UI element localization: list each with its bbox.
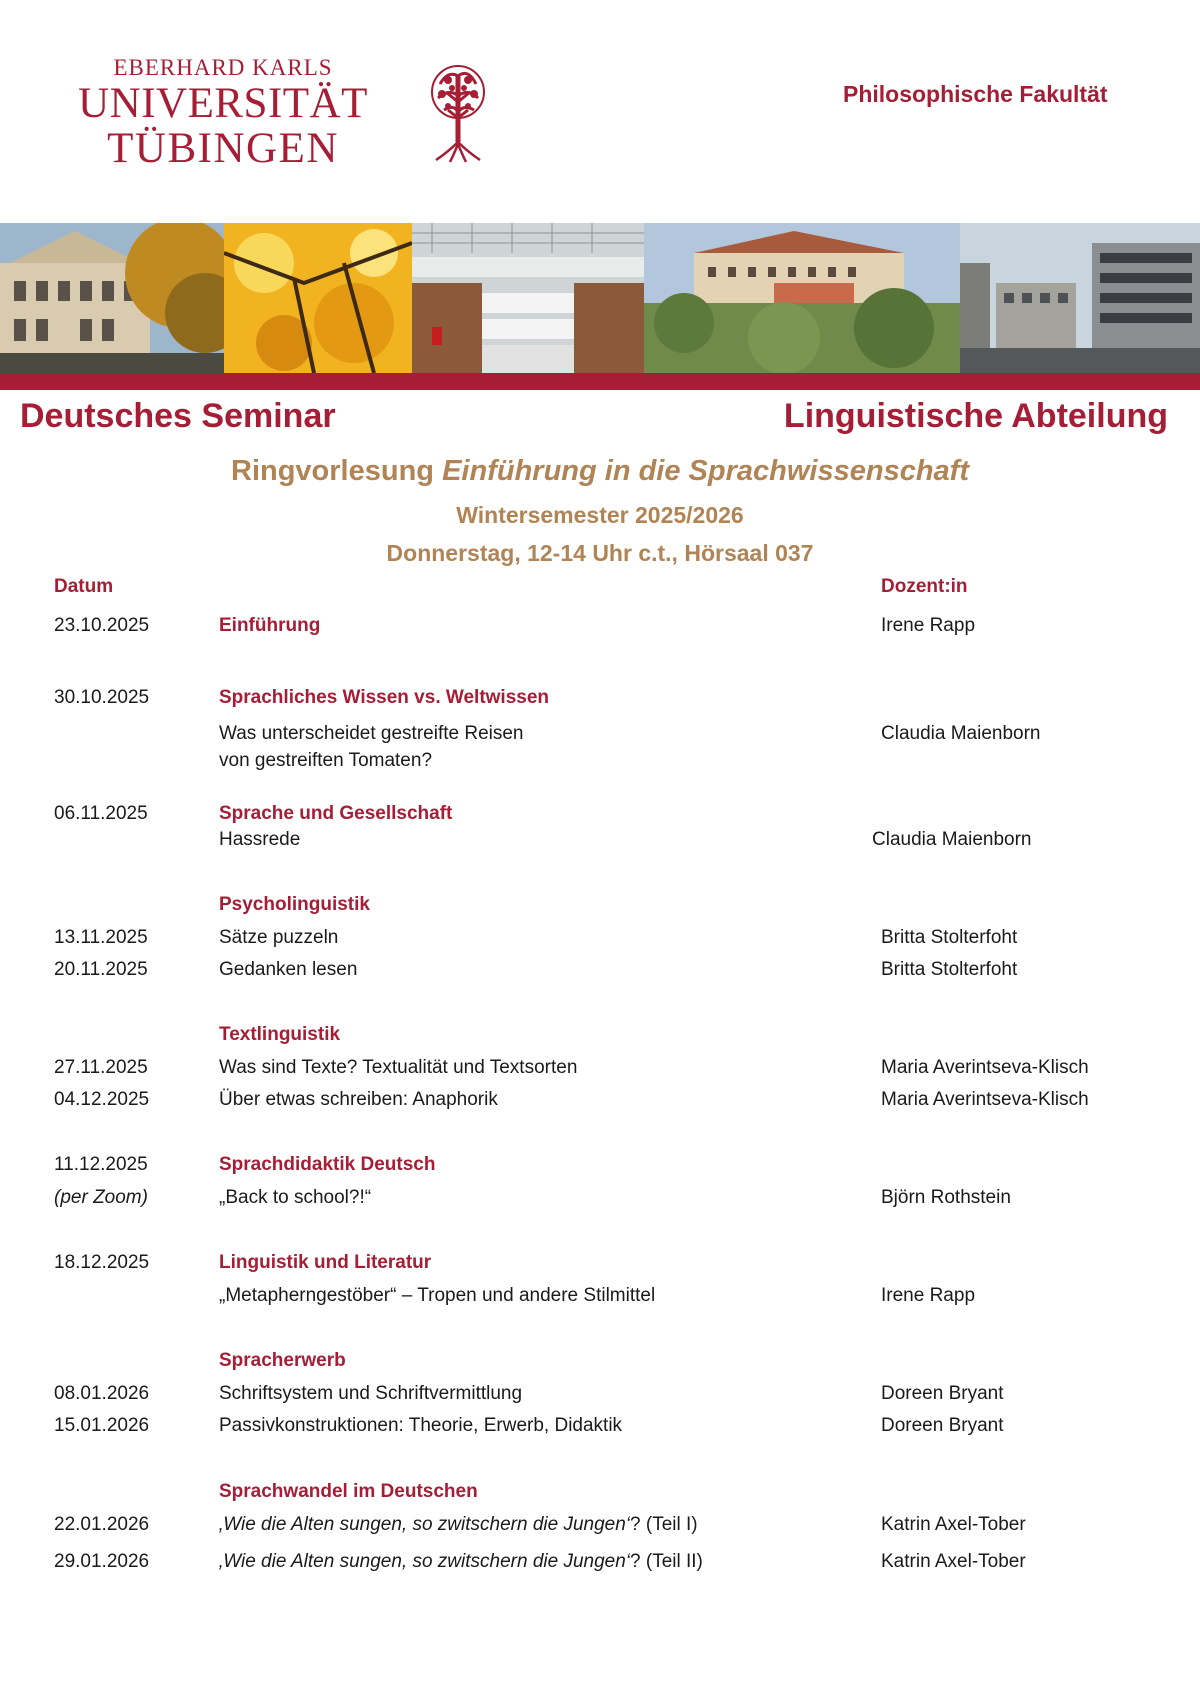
schedule-row <box>0 1154 1200 1180</box>
row-lecturer: Britta Stolterfoht <box>881 959 1018 980</box>
row-date: 22.01.2026 <box>54 1514 150 1535</box>
row-title-continued: von gestreiften Tomaten? <box>219 750 433 771</box>
title-italic: Einführung in die Sprachwissenschaft <box>442 455 969 487</box>
row-title: Schriftsystem und Schriftvermittlung <box>219 1383 523 1404</box>
time-place: Donnerstag, 12-14 Uhr c.t., Hörsaal 037 <box>386 540 814 566</box>
row-date: 29.01.2026 <box>54 1551 150 1572</box>
row-title: Hassrede <box>219 829 301 850</box>
schedule-row <box>0 1415 1200 1441</box>
row-topic: Sprachdidaktik Deutsch <box>219 1154 436 1175</box>
university-logo-text <box>58 56 388 170</box>
row-date: 23.10.2025 <box>54 615 150 636</box>
row-title <box>219 1551 703 1573</box>
schedule-row <box>0 829 1200 855</box>
schedule-row <box>0 927 1200 953</box>
row-title: Gedanken lesen <box>219 959 358 980</box>
schedule-row <box>0 1024 1200 1050</box>
row-topic: Linguistik und Literatur <box>219 1252 432 1273</box>
photo-campus-modern <box>960 223 1200 373</box>
row-topic: Textlinguistik <box>219 1024 341 1045</box>
row-title: Passivkonstruktionen: Theorie, Erwerb, Didaktik <box>219 1415 623 1436</box>
schedule-row <box>0 615 1200 641</box>
row-date: 20.11.2025 <box>54 959 148 980</box>
row-lecturer: Britta Stolterfoht <box>881 927 1018 948</box>
row-lecturer: Maria Averintseva-Klisch <box>881 1089 1089 1110</box>
schedule-row <box>0 687 1200 713</box>
row-date: 30.10.2025 <box>54 687 150 708</box>
schedule-row <box>0 1089 1200 1115</box>
row-lecturer: Irene Rapp <box>881 1285 976 1306</box>
row-lecturer: Claudia Maienborn <box>872 829 1032 850</box>
row-title-italic: ‚Wie die Alten sungen, so zwitschern die Jungen‘ <box>219 1551 631 1572</box>
row-lecturer: Claudia Maienborn <box>881 723 1041 744</box>
schedule-row <box>0 803 1200 829</box>
row-lecturer: Katrin Axel-Tober <box>881 1514 1026 1535</box>
row-title <box>219 1514 698 1536</box>
logo-line-2: UNIVERSITÄT <box>78 80 368 127</box>
row-lecturer: Irene Rapp <box>881 615 976 636</box>
row-topic: Sprachwandel im Deutschen <box>219 1481 478 1502</box>
faculty-name: Philosophische Fakultät <box>843 81 1108 107</box>
row-date-note: (per Zoom) <box>54 1187 148 1208</box>
department-right: Linguistische Abteilung <box>783 397 1168 435</box>
row-title: Was sind Texte? Textualität und Textsorten <box>219 1057 578 1078</box>
row-date: 27.11.2025 <box>54 1057 148 1078</box>
row-topic: Sprachliches Wissen vs. Weltwissen <box>219 687 550 708</box>
photo-library-interior <box>412 223 644 373</box>
header-date: Datum <box>54 576 114 597</box>
logo-line-3: TÜBINGEN <box>107 125 339 172</box>
schedule-row <box>0 1551 1200 1577</box>
university-tree-logo-icon <box>428 62 488 166</box>
row-title-italic: ‚Wie die Alten sungen, so zwitschern die Jungen‘ <box>219 1514 631 1535</box>
photo-university-building <box>0 223 224 373</box>
schedule-row <box>0 959 1200 985</box>
lecture-series-title <box>0 455 1200 488</box>
photo-castle-hill <box>644 223 960 373</box>
row-topic: Einführung <box>219 615 321 636</box>
row-date: 18.12.2025 <box>54 1252 150 1273</box>
row-date: 11.12.2025 <box>54 1154 148 1175</box>
row-lecturer: Doreen Bryant <box>881 1383 1004 1404</box>
photo-autumn-leaves <box>224 223 412 373</box>
red-divider-strip <box>0 373 1200 390</box>
schedule-row <box>0 1383 1200 1409</box>
title-prefix: Ringvorlesung <box>231 455 435 487</box>
schedule-row <box>0 894 1200 920</box>
logo-line-1: EBERHARD KARLS <box>113 55 333 80</box>
schedule-row <box>0 1285 1200 1311</box>
schedule-row <box>0 1187 1200 1213</box>
photo-banner <box>0 223 1200 373</box>
row-title: „Metapherngestöber“ – Tropen und andere Stilmittel <box>219 1285 656 1306</box>
schedule-row <box>0 750 1200 776</box>
row-topic: Sprache und Gesellschaft <box>219 803 453 824</box>
row-date: 15.01.2026 <box>54 1415 150 1436</box>
schedule-row <box>0 723 1200 749</box>
schedule-row <box>0 1252 1200 1278</box>
row-date: 13.11.2025 <box>54 927 148 948</box>
row-topic: Psycholinguistik <box>219 894 370 915</box>
row-title: Was unterscheidet gestreifte Reisen <box>219 723 524 744</box>
schedule-row <box>0 1350 1200 1376</box>
row-date: 06.11.2025 <box>54 803 148 824</box>
row-title: Sätze puzzeln <box>219 927 339 948</box>
schedule-row <box>0 1057 1200 1083</box>
row-date: 08.01.2026 <box>54 1383 150 1404</box>
row-title-rest: ? (Teil I) <box>630 1514 698 1535</box>
row-date: 04.12.2025 <box>54 1089 150 1110</box>
department-left: Deutsches Seminar <box>20 397 336 435</box>
row-lecturer: Doreen Bryant <box>881 1415 1004 1436</box>
row-lecturer: Maria Averintseva-Klisch <box>881 1057 1089 1078</box>
schedule-row <box>0 1481 1200 1507</box>
semester: Wintersemester 2025/2026 <box>456 502 744 528</box>
header-lecturer: Dozent:in <box>881 576 968 597</box>
row-title: Über etwas schreiben: Anaphorik <box>219 1089 498 1110</box>
row-lecturer: Björn Rothstein <box>881 1187 1011 1208</box>
row-title: „Back to school?!“ <box>219 1187 372 1208</box>
row-lecturer: Katrin Axel-Tober <box>881 1551 1026 1572</box>
row-topic: Spracherwerb <box>219 1350 346 1371</box>
row-title-rest: ? (Teil II) <box>630 1551 703 1572</box>
schedule-row <box>0 1514 1200 1540</box>
